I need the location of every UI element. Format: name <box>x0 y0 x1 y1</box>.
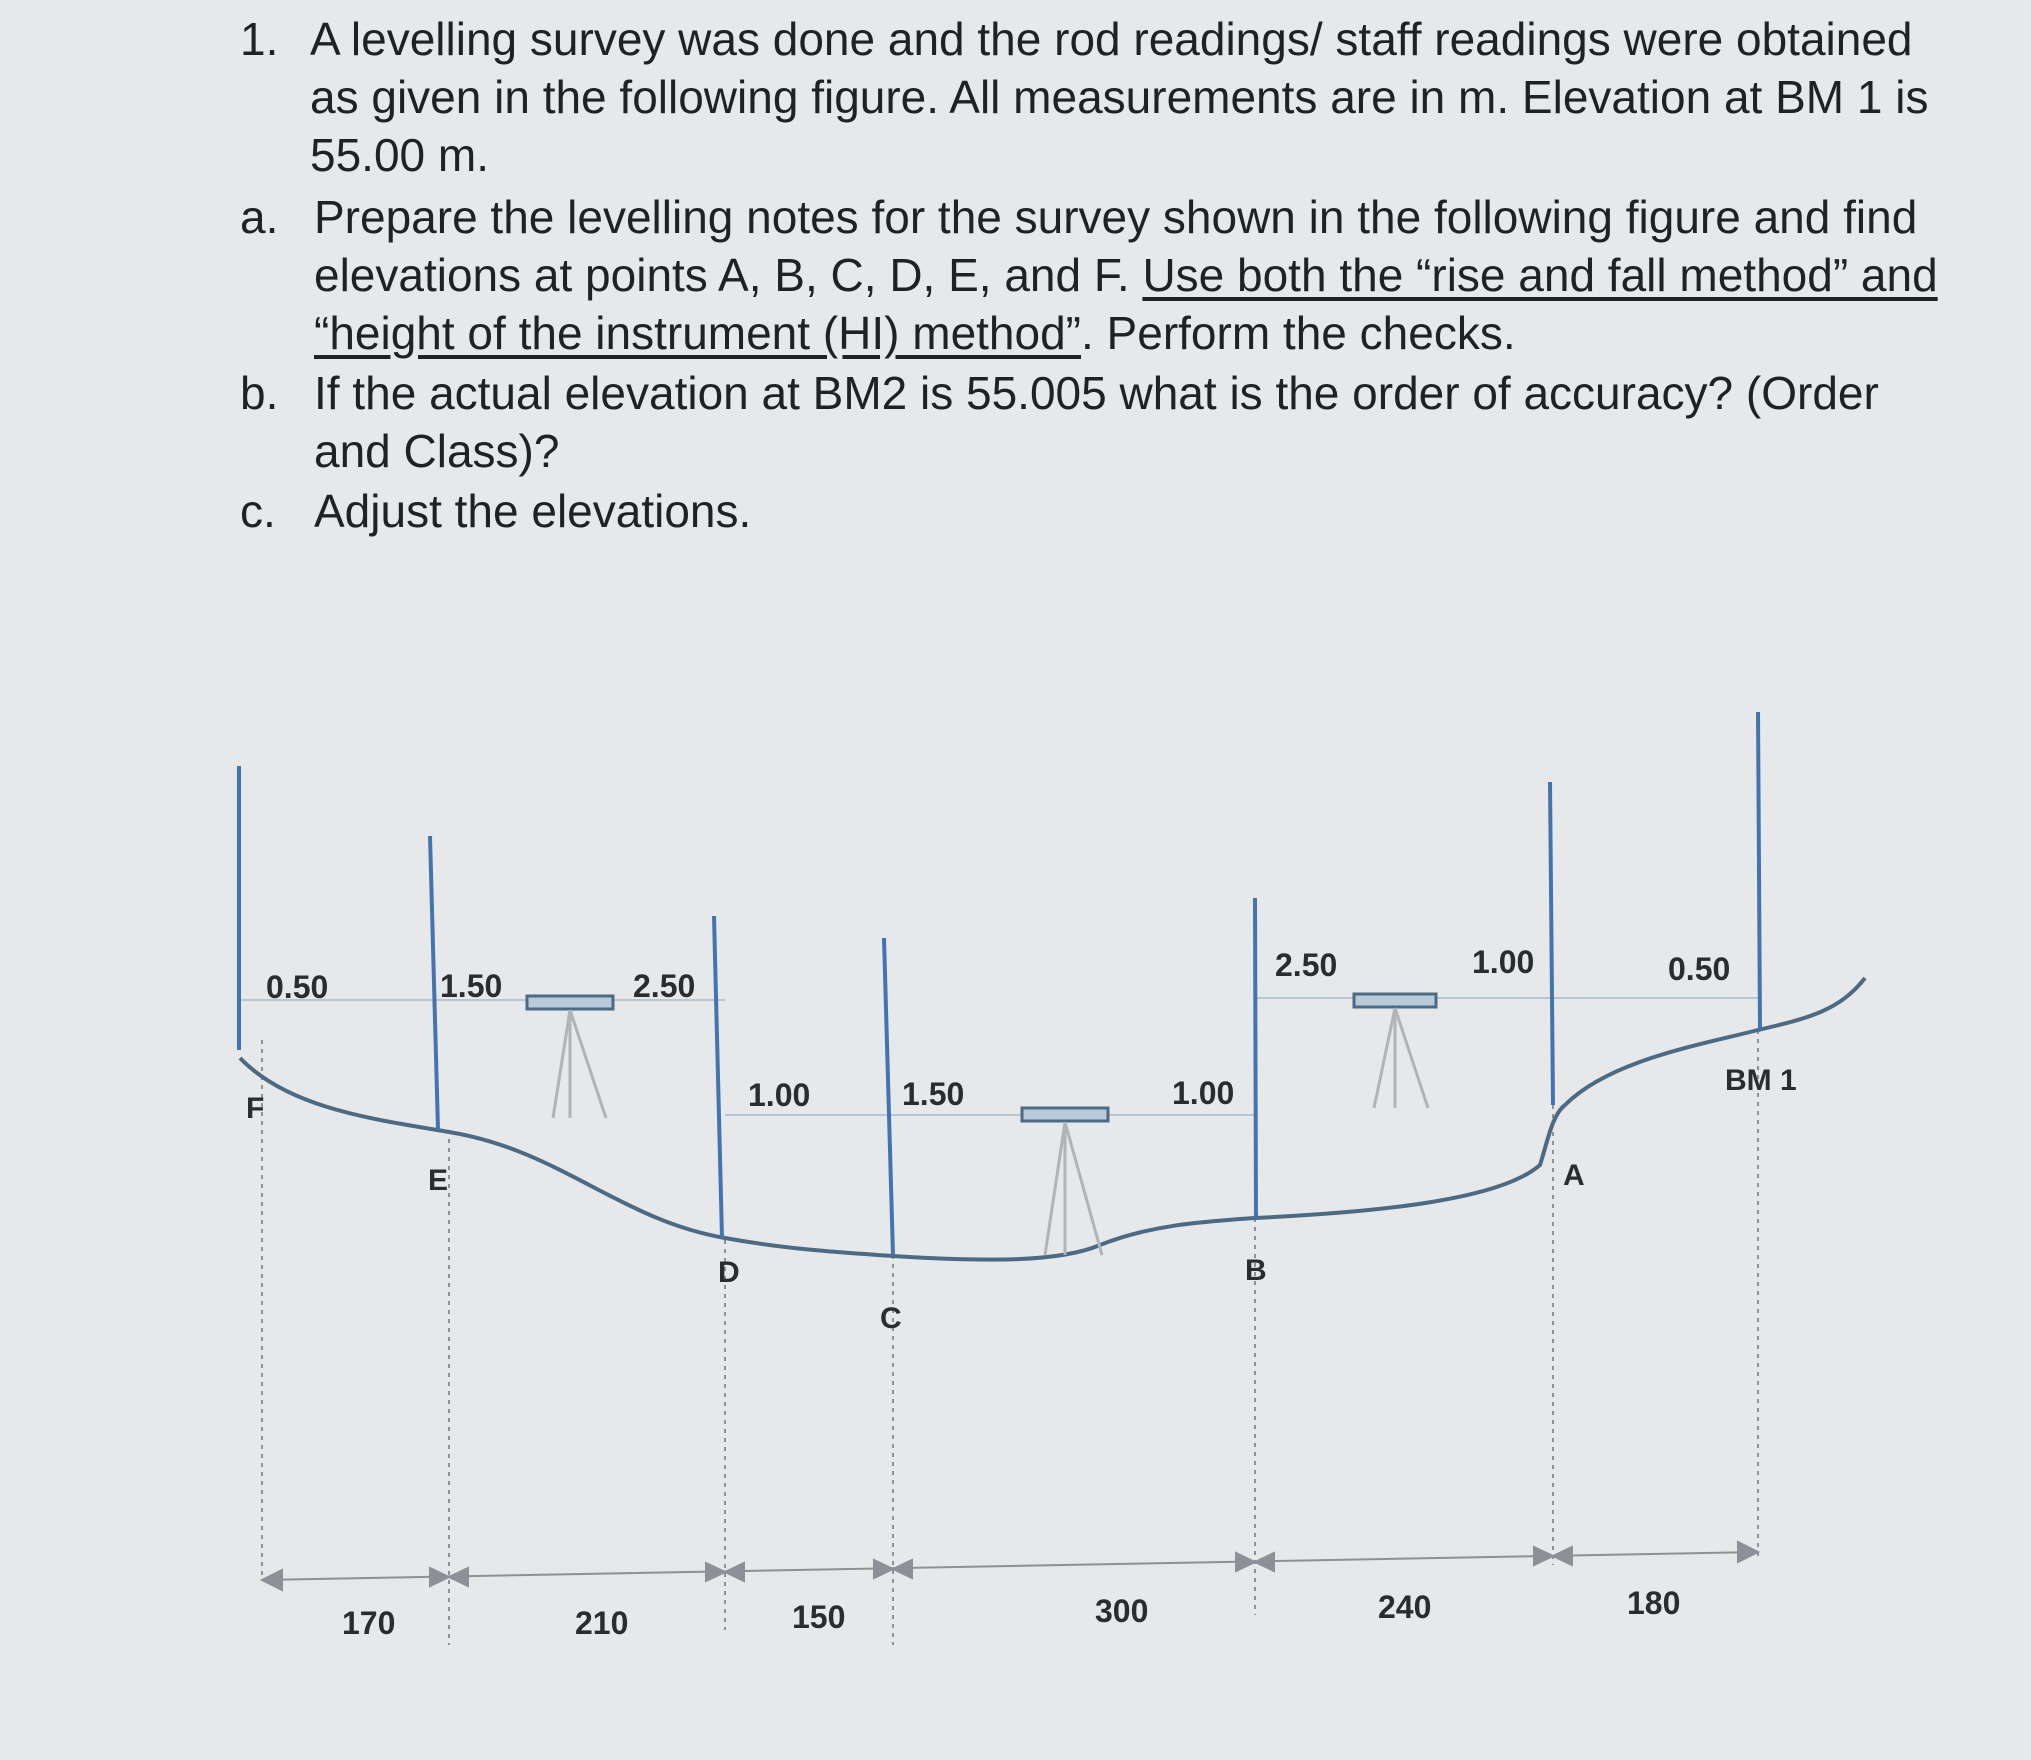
reading-BM1: 0.50 <box>1668 951 1731 987</box>
staff-BM1 <box>1758 712 1760 1030</box>
level-instrument-1 <box>527 996 613 1118</box>
dimension-line <box>262 1542 1758 1590</box>
distance-E-D: 210 <box>575 1605 629 1641</box>
dimension-arrow-B-right <box>1255 1553 1274 1571</box>
dimension-arrow-D-right <box>725 1563 744 1581</box>
reading-B-fore: 1.00 <box>1172 1075 1235 1111</box>
reading-F: 0.50 <box>266 969 329 1005</box>
distance-C-B: 300 <box>1095 1593 1149 1629</box>
dimension-arrow-E-left <box>430 1568 449 1586</box>
part-a-underlined: Use both the “rise and fall method” and “height of the instrument (HI) method” <box>314 249 1938 359</box>
staff-B <box>1255 898 1256 1218</box>
staff-C <box>884 938 893 1256</box>
reading-D-back: 2.50 <box>633 968 696 1004</box>
rod-reading-labels <box>266 944 1730 1113</box>
dimension-arrow-C-right <box>893 1560 912 1578</box>
part-a-letter: a. <box>240 191 279 243</box>
point-label-B: B <box>1245 1254 1267 1287</box>
distance-F-E: 170 <box>342 1605 396 1641</box>
distance-D-C: 150 <box>792 1599 846 1635</box>
part-a-text-after: . Perform the checks. <box>1081 307 1516 359</box>
dimension-arrow-D-left <box>706 1563 725 1581</box>
sight-lines <box>240 998 1758 1115</box>
point-label-F: F <box>246 1092 265 1125</box>
point-label-A: A <box>1563 1159 1585 1192</box>
staff-A <box>1550 782 1553 1105</box>
reading-C: 1.50 <box>902 1076 965 1112</box>
point-label-D: D <box>718 1256 740 1289</box>
reading-A: 1.00 <box>1472 944 1535 980</box>
point-label-C: C <box>880 1302 902 1335</box>
reading-B-back: 2.50 <box>1275 947 1338 983</box>
dimension-arrow-B-left <box>1236 1553 1255 1571</box>
part-a-text: Prepare the levelling notes for the survey shown in the following figure and find elevations at points A, B, C, D, E, and F. <box>314 191 1918 301</box>
problem-number: 1. <box>240 13 279 65</box>
part-b-letter: b. <box>240 367 279 419</box>
dimension-arrow-left-end <box>262 1570 282 1590</box>
point-label-E: E <box>428 1164 449 1197</box>
reading-D-fore: 1.00 <box>748 1077 811 1113</box>
level-instrument-3 <box>1354 994 1436 1108</box>
level-instrument-2 <box>1022 1108 1108 1255</box>
staff-E <box>430 836 438 1130</box>
distance-B-A: 240 <box>1378 1589 1432 1625</box>
distance-labels <box>342 1585 1680 1641</box>
part-c-text: Adjust the elevations. <box>314 485 752 537</box>
dimension-arrow-A-left <box>1534 1547 1553 1565</box>
problem-statement-text: A levelling survey was done and the rod readings/ staff readings were obtained as given in the following figure. All measurements are in m. Elevation at BM 1 is 55.00 m. <box>310 13 1929 181</box>
distance-A-BM1: 180 <box>1627 1585 1681 1621</box>
dimension-arrow-right-end <box>1738 1542 1758 1562</box>
dimension-arrow-A-right <box>1553 1547 1572 1565</box>
point-label-BM1: BM 1 <box>1725 1064 1797 1097</box>
reading-E: 1.50 <box>440 968 503 1004</box>
dimension-arrow-C-left <box>874 1560 893 1578</box>
staff-D <box>714 916 722 1238</box>
part-c-letter: c. <box>240 485 276 537</box>
part-b-text: If the actual elevation at BM2 is 55.005 what is the order of accuracy? (Order and Class)? <box>314 367 1879 477</box>
dimension-arrow-E-right <box>449 1568 468 1586</box>
